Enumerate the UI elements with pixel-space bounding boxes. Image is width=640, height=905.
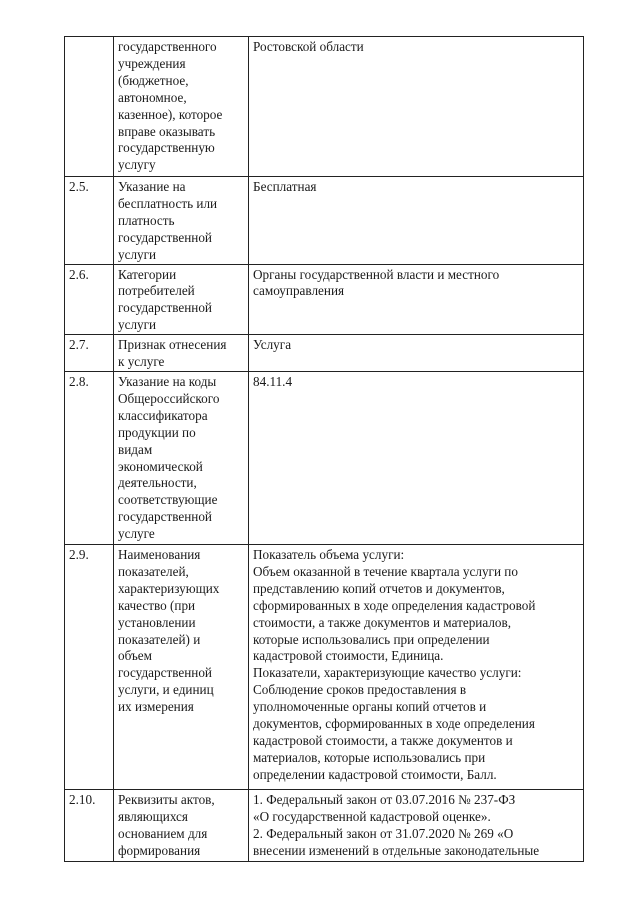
row-value: [249, 544, 584, 789]
value-line: которые использовались при определении: [253, 631, 490, 647]
row-label: [114, 544, 249, 789]
label-line: характеризующих: [118, 580, 220, 596]
label-line: продукции по: [118, 424, 196, 440]
table-row: [65, 371, 584, 544]
row-value: [249, 371, 584, 544]
label-line: государственную: [118, 140, 215, 156]
value-line: документов, сформированных в ходе определения: [253, 716, 535, 732]
label-line: Указание на: [118, 179, 186, 194]
row-number: 2.8.: [65, 371, 114, 544]
table-row: [65, 37, 584, 177]
label-line: государственной: [118, 665, 212, 681]
value-line: Показатель объема услуги:: [253, 546, 405, 562]
label-line: показателей) и: [118, 631, 201, 647]
label-line: основанием для: [118, 825, 208, 841]
label-line: услуги: [118, 317, 157, 333]
label-line: государственной: [118, 300, 212, 316]
label-line: деятельности,: [118, 475, 197, 491]
label-line: установлении: [118, 614, 196, 630]
value-line: Бесплатная: [253, 179, 317, 194]
label-line: Реквизиты актов,: [118, 791, 215, 807]
value-line: самоуправления: [253, 283, 345, 299]
label-line: экономической: [118, 458, 203, 474]
row-label: [114, 371, 249, 544]
label-line: классификатора: [118, 407, 208, 423]
label-line: государственной: [118, 229, 212, 245]
label-line: показателей,: [118, 563, 189, 579]
label-line: казенное), которое: [118, 106, 223, 122]
value-line: стоимости, а также документов и материалов,: [253, 614, 512, 630]
value-line: Соблюдение сроков предоставления в: [253, 682, 467, 698]
value-line: Органы государственной власти и местного: [253, 266, 500, 282]
value-line: Показатели, характеризующие качество услуги:: [253, 665, 522, 681]
row-number: 2.7.: [65, 335, 114, 372]
value-line: 1. Федеральный закон от 03.07.2016 № 237-ФЗ: [253, 791, 516, 807]
value-line: кадастровой стоимости, а также документов и: [253, 732, 513, 748]
row-value: [249, 264, 584, 335]
label-line: Указание на коды: [118, 373, 217, 389]
row-label: [114, 177, 249, 265]
label-line: услуги, и единиц: [118, 682, 214, 698]
label-line: к услуге: [118, 354, 165, 370]
label-line: качество (при: [118, 597, 196, 613]
label-line: бесплатность или: [118, 195, 218, 211]
row-value: [249, 789, 584, 861]
service-passport-table: [64, 36, 584, 862]
value-line: материалов, которые использовались при: [253, 749, 486, 765]
label-line: (бюджетное,: [118, 72, 189, 88]
value-line: внесении изменений в отдельные законодательные: [253, 842, 540, 858]
label-line: соответствующие: [118, 492, 218, 508]
row-value: [249, 177, 584, 265]
value-line: сформированных в ходе определения кадастровой: [253, 597, 536, 613]
row-number: [65, 37, 114, 177]
label-line: Категории: [118, 266, 177, 282]
label-line: формирования: [118, 842, 201, 858]
label-line: видам: [118, 441, 153, 457]
label-line: объем: [118, 648, 152, 664]
row-number: 2.5.: [65, 177, 114, 265]
row-label: [114, 335, 249, 372]
value-line: кадастровой стоимости, Единица.: [253, 648, 444, 664]
label-line: государственного: [118, 39, 217, 54]
table-row: [65, 789, 584, 861]
table-row: [65, 544, 584, 789]
table-row: [65, 335, 584, 372]
row-label: [114, 264, 249, 335]
row-number: 2.6.: [65, 264, 114, 335]
label-line: платность: [118, 212, 175, 228]
label-line: учреждения: [118, 55, 186, 71]
row-number: 2.9.: [65, 544, 114, 789]
value-line: 2. Федеральный закон от 31.07.2020 № 269 «О: [253, 825, 514, 841]
value-line: Ростовской области: [253, 39, 364, 54]
label-line: автономное,: [118, 89, 187, 105]
row-value: [249, 335, 584, 372]
value-line: определении кадастровой стоимости, Балл.: [253, 766, 497, 782]
value-line: «О государственной кадастровой оценке».: [253, 808, 491, 824]
label-line: Признак отнесения: [118, 337, 227, 353]
row-label: [114, 789, 249, 861]
label-line: государственной: [118, 509, 212, 525]
value-line: Объем оказанной в течение квартала услуги по: [253, 563, 518, 579]
label-line: потребителей: [118, 283, 195, 299]
label-line: являющихся: [118, 808, 188, 824]
value-line: 84.11.4: [253, 373, 293, 389]
row-number: 2.10.: [65, 789, 114, 861]
label-line: их измерения: [118, 699, 194, 715]
value-line: Услуга: [253, 337, 292, 353]
table-row: [65, 264, 584, 335]
label-line: Общероссийского: [118, 390, 220, 406]
row-label: [114, 37, 249, 177]
label-line: услугу: [118, 157, 156, 173]
table-row: [65, 177, 584, 265]
label-line: услуге: [118, 526, 155, 542]
value-line: представлению копий отчетов и документов,: [253, 580, 505, 596]
table-body: [65, 37, 584, 862]
row-value: [249, 37, 584, 177]
label-line: услуги: [118, 246, 157, 262]
value-line: уполномоченные органы копий отчетов и: [253, 699, 487, 715]
label-line: Наименования: [118, 546, 201, 562]
label-line: вправе оказывать: [118, 123, 216, 139]
